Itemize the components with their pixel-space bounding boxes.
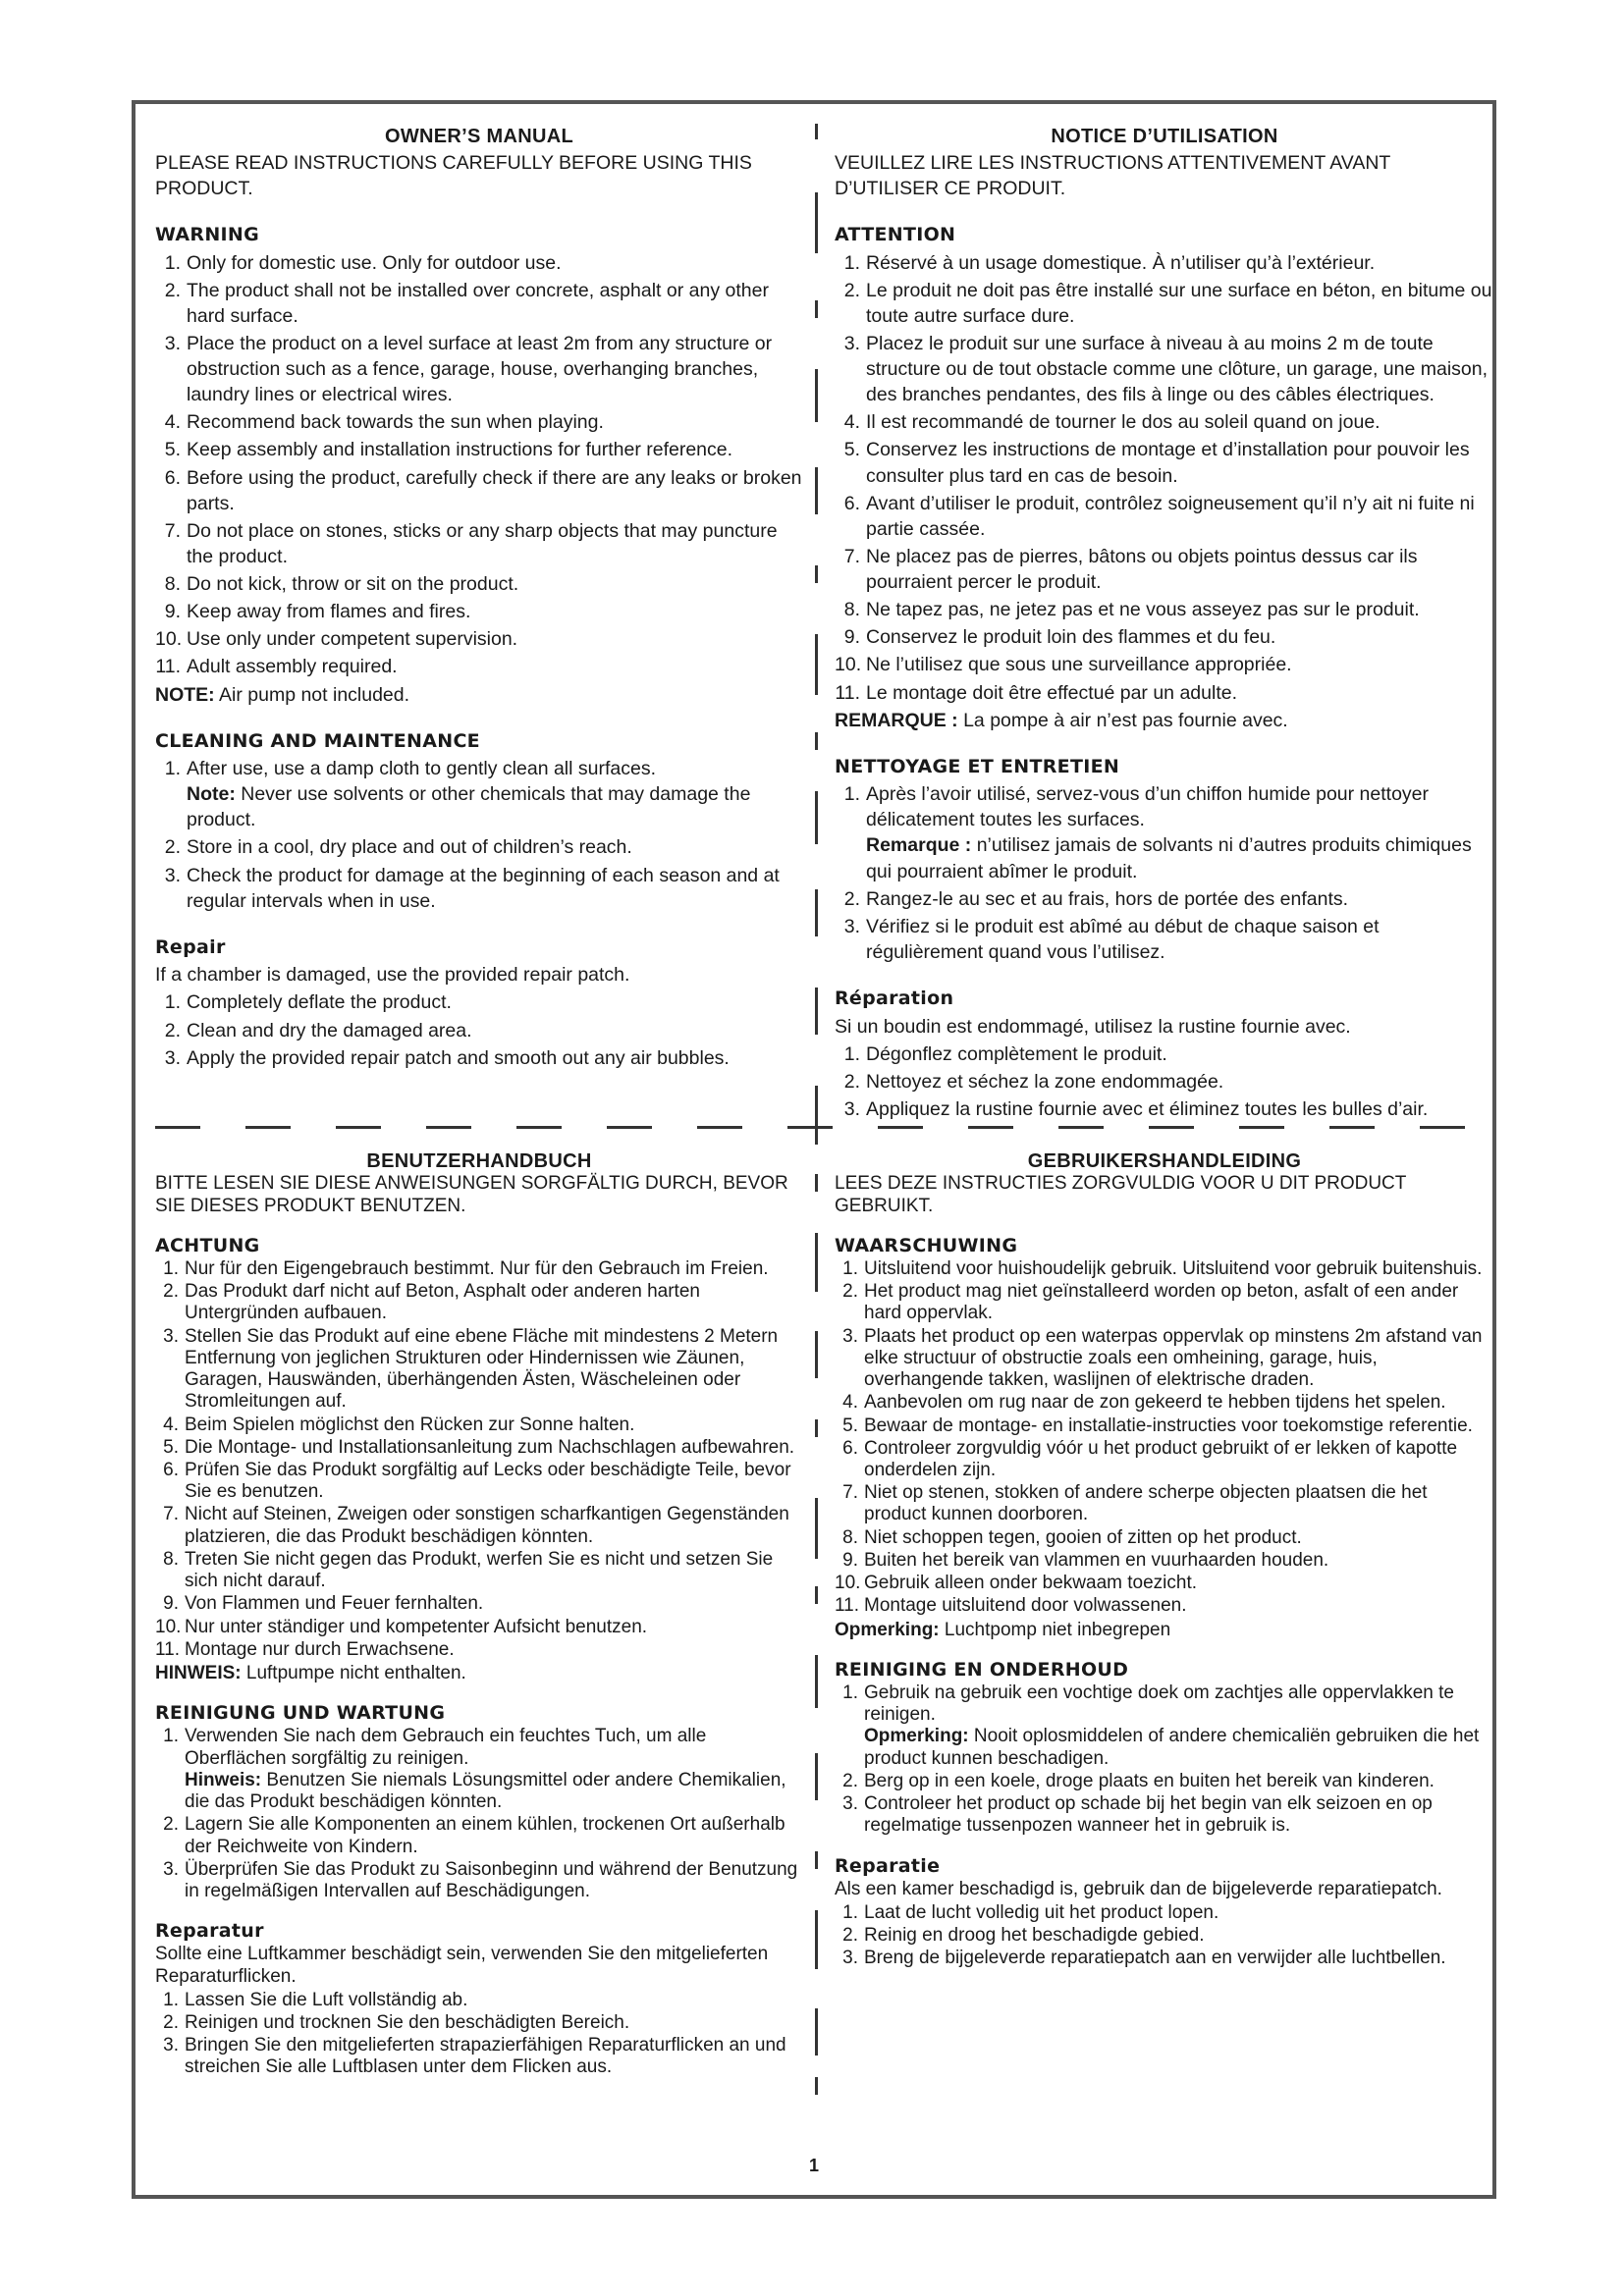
cleaning-item-3: Check the product for damage at the beginning of each season and at regular intervals when in use.: [187, 864, 780, 912]
item-number: 8.: [842, 1526, 858, 1548]
list-item: 2. Rangez-le au sec et au frais, hors de portée des enfants.: [835, 886, 1494, 912]
warning-item: Réservé à un usage domestique. À n’utiliser qu’à l’extérieur.: [866, 251, 1376, 274]
list-item: [835, 278, 1494, 329]
list-item: [835, 1096, 1494, 1122]
item-number: 7.: [842, 1482, 858, 1504]
divider-dash: [815, 732, 818, 750]
item-number: 4.: [843, 411, 860, 434]
cleaning-note-label: Remarque :: [866, 834, 972, 857]
item-number: 1.: [164, 991, 181, 1014]
warning-item: Uitsluitend voor huishoudelijk gebruik. Uitsluitend voor gebruik buitenshuis.: [864, 1258, 1483, 1280]
item-number: 3.: [842, 1948, 858, 1969]
item-number: 7.: [843, 545, 860, 567]
repair-step: Breng de bijgeleverde reparatiepatch aan en verwijder alle luchtbellen.: [864, 1948, 1446, 1969]
divider-dash: [815, 988, 818, 1035]
warning-item: Montage nur durch Erwachsene.: [185, 1638, 455, 1660]
list-item: [835, 1573, 1494, 1594]
list-item: [835, 1550, 1494, 1572]
warning-list: [155, 1258, 803, 1661]
item-number: 10.: [155, 628, 183, 651]
intro-text: LEES DEZE INSTRUCTIES ZORGVULDIG VOOR U DIT PRODUCT GEBRUIKT.: [835, 1173, 1407, 1216]
divider-dash: [1149, 1126, 1194, 1129]
item-number: 1.: [843, 251, 860, 274]
list-item: [155, 1258, 803, 1280]
warning-item: Montage uitsluitend door volwassenen.: [864, 1595, 1187, 1617]
cleaning-list: [155, 1726, 803, 1902]
item-number: 11.: [155, 656, 181, 678]
item-number: 3.: [164, 332, 181, 354]
item-number: 7.: [163, 1504, 179, 1525]
cleaning-item-2: Rangez-le au sec et au frais, hors de portée des enfants.: [866, 887, 1349, 910]
divider-dash: [815, 1851, 818, 1869]
list-item: [835, 1482, 1494, 1525]
divider-dash: [815, 1910, 818, 1969]
warning-item: Il est recommandé de tourner le dos au soleil quand on joue.: [866, 411, 1380, 434]
warning-item: Das Produkt darf nicht auf Beton, Asphalt oder anderen harten Untergründen aufbauen.: [185, 1281, 700, 1324]
divider-dash: [426, 1126, 471, 1129]
divider-dash: [815, 1331, 818, 1378]
repair-step: Reinig en droog het beschadigde gebied.: [864, 1925, 1205, 1947]
divider-dash: [815, 1498, 818, 1559]
list-item: 2. Store in a cool, dry place and out of children’s reach.: [155, 834, 803, 860]
divider-dash: [1420, 1126, 1465, 1129]
warning-item: Do not kick, throw or sit on the product.: [187, 573, 519, 595]
warning-item: Nur unter ständiger und kompetenter Aufsicht benutzen.: [185, 1616, 648, 1637]
warning-list: [835, 1258, 1494, 1618]
cleaning-note-label: Note:: [187, 783, 236, 806]
divider-dash: [968, 1126, 1013, 1129]
item-number: 1.: [163, 1258, 179, 1280]
divider-dash: [815, 192, 818, 253]
repair-step: Appliquez la rustine fournie avec et éliminez toutes les bulles d’air.: [866, 1097, 1429, 1120]
cleaning-item-1: After use, use a damp cloth to gently clean all surfaces.: [187, 758, 657, 780]
list-item: 2. Berg op in een koele, droge plaats en buiten het bereik van kinderen.: [835, 1771, 1494, 1792]
cleaning-note-label: Hinweis:: [185, 1769, 262, 1790]
cleaning-list: [835, 1682, 1494, 1838]
item-number: 6.: [163, 1460, 179, 1481]
warning-item: Aanbevolen om rug naar de zon gekeerd te hebben tijdens het spelen.: [864, 1392, 1446, 1414]
warning-item: Conservez le produit loin des flammes et du feu.: [866, 626, 1276, 649]
note-label: REMARQUE :: [835, 709, 958, 731]
page-frame: [132, 100, 1496, 2199]
item-number: 11.: [835, 1595, 860, 1617]
list-item: [155, 518, 803, 569]
warning-item: Von Flammen und Feuer fernhalten.: [185, 1593, 484, 1615]
item-number: 8.: [164, 573, 181, 595]
warning-item: Niet schoppen tegen, gooien of zitten op het product.: [864, 1526, 1302, 1548]
divider-dash: [815, 1086, 818, 1145]
repair-step: Reinigen und trocknen Sie den beschädigten Bereich.: [185, 2012, 630, 2034]
item-number: 2.: [843, 279, 860, 301]
divider-dash: [815, 1174, 818, 1192]
warning-item: Le produit ne doit pas être installé sur une surface en béton, en bitume ou toute autre surface dure.: [866, 279, 1492, 327]
list-item: 3. Controleer het product op schade bij het begin van elk seizoen en op regelmatige tussenpozen wanneer het in gebruik is.: [835, 1793, 1494, 1837]
cleaning-list: [155, 756, 803, 914]
item-number: 11.: [835, 681, 860, 704]
warning-item: Avant d’utiliser le produit, contrôlez soigneusement qu’il n’y ait ni fuite ni partie cassée.: [866, 492, 1475, 540]
list-item: [835, 491, 1494, 542]
section-dutch: [835, 1150, 1494, 2230]
item-number: 2.: [163, 2012, 179, 2034]
cleaning-heading: REINIGUNG UND WARTUNG: [155, 1702, 446, 1725]
list-item: [155, 278, 803, 329]
divider-dash: [815, 1586, 818, 1604]
list-item: [835, 597, 1494, 622]
list-item: 3. Vérifiez si le produit est abîmé au début de chaque saison et régulièrement quand vous l’utilisez.: [835, 914, 1494, 965]
list-item: [835, 250, 1494, 276]
note-text: Luchtpomp niet inbegrepen: [939, 1619, 1171, 1640]
section-english: [155, 124, 803, 1105]
warning-item: Niet op stenen, stokken of andere scherpe objecten plaatsen die het product kunnen doorboren.: [864, 1482, 1428, 1525]
divider-dash: [787, 1126, 833, 1129]
section-french: [835, 124, 1494, 1120]
divider-dash: [878, 1126, 923, 1129]
warning-item: Die Montage- und Installationsanleitung zum Nachschlagen aufbewahren.: [185, 1436, 795, 1458]
air-pump-note: [155, 1663, 803, 1684]
divider-dash: [815, 300, 818, 318]
item-number: 1.: [843, 1042, 860, 1065]
repair-step: Apply the provided repair patch and smooth out any air bubbles.: [187, 1046, 730, 1069]
warning-item: Only for domestic use. Only for outdoor use.: [187, 251, 562, 274]
list-item: [155, 1549, 803, 1592]
list-item: [835, 331, 1494, 407]
warning-item: Gebruik alleen onder bekwaam toezicht.: [864, 1573, 1198, 1594]
warning-item: Before using the product, carefully check if there are any leaks or broken parts.: [187, 466, 802, 514]
item-number: 5.: [843, 439, 860, 461]
warning-list: [155, 250, 803, 680]
list-item: [155, 989, 803, 1015]
note-label: Opmerking:: [835, 1619, 940, 1640]
list-item: [155, 2012, 803, 2034]
repair-heading: Repair: [155, 935, 226, 958]
list-item: [155, 1326, 803, 1414]
warning-item: Stellen Sie das Produkt auf eine ebene Fläche mit mindestens 2 Metern Entfernung von jeglichen Strukturen oder Hindernissen wie Zäunen, Garagen, Hauswänden, überhängenden Ästen, Wäscheleinen oder Stromleitungen auf.: [185, 1325, 779, 1413]
cleaning-item-3: Vérifiez si le produit est abîmé au début de chaque saison et régulièrement quand vous l’utilisez.: [866, 915, 1380, 963]
divider-dash: [815, 634, 818, 695]
list-item: [835, 1925, 1494, 1947]
item-number: 2.: [163, 1281, 179, 1303]
item-number: 1.: [164, 251, 181, 274]
divider-dash: [815, 565, 818, 583]
divider-dash: [815, 1655, 818, 1708]
cleaning-item-2: Berg op in een koele, droge plaats en buiten het bereik van kinderen.: [864, 1770, 1435, 1791]
divider-dash: [815, 2077, 818, 2095]
divider-dash: [815, 1753, 818, 1800]
item-number: 9.: [163, 1593, 179, 1615]
item-number: 3.: [843, 1097, 860, 1120]
list-item: [835, 1527, 1494, 1549]
intro-text: BITTE LESEN SIE DIESE ANWEISUNGEN SORGFÄLTIG DURCH, BEVOR SIE DIESES PRODUKT BENUTZEN.: [155, 1173, 788, 1216]
cleaning-item-3: Controleer het product op schade bij het begin van elk seizoen en op regelmatige tussenpozen wanneer het in gebruik is.: [864, 1793, 1433, 1837]
list-item: [835, 1258, 1494, 1280]
list-item: [835, 680, 1494, 706]
item-number: 10.: [155, 1616, 182, 1637]
item-number: 9.: [164, 601, 181, 623]
repair-step: Clean and dry the damaged area.: [187, 1019, 472, 1041]
list-item: [155, 1593, 803, 1615]
cleaning-item-2: Lagern Sie alle Komponenten an einem kühlen, trockenen Ort außerhalb der Reichweite von Kindern.: [185, 1814, 785, 1857]
list-item: [155, 250, 803, 276]
repair-step: Bringen Sie den mitgelieferten strapazierfähigen Reparaturflicken an und streichen Sie alle Luftblasen unter dem Flicken aus.: [185, 2035, 786, 2078]
cleaning-item-3: Überprüfen Sie das Produkt zu Saisonbeginn und während der Benutzung in regelmäßigen Intervallen auf Beschädigungen.: [185, 1858, 798, 1901]
list-item: [835, 652, 1494, 677]
list-item: [835, 1902, 1494, 1924]
note-text: Air pump not included.: [214, 683, 410, 706]
warning-heading: ACHTUNG: [155, 1234, 260, 1256]
repair-step: Dégonflez complètement le produit.: [866, 1042, 1167, 1065]
item-number: 1.: [163, 1989, 179, 2010]
item-number: 2.: [164, 1019, 181, 1041]
divider-dash: [815, 1233, 818, 1292]
item-number: 9.: [843, 626, 860, 649]
cleaning-heading: REINIGING EN ONDERHOUD: [835, 1658, 1129, 1681]
divider-dash: [815, 124, 818, 139]
warning-item: Recommend back towards the sun when playing.: [187, 411, 604, 434]
cleaning-item-2: Store in a cool, dry place and out of children’s reach.: [187, 836, 632, 859]
repair-list: [835, 1041, 1494, 1122]
item-number: 2.: [842, 1281, 858, 1303]
list-item: [155, 1504, 803, 1547]
repair-intro: Si un boudin est endommagé, utilisez la rustine fournie avec.: [835, 1015, 1351, 1038]
list-item: [155, 409, 803, 435]
list-item: [155, 331, 803, 407]
warning-item: Place the product on a level surface at least 2m from any structure or obstruction such as a fence, garage, house, overhanging branches, laundry lines or electrical wires.: [187, 332, 773, 406]
divider-dash: [1058, 1126, 1104, 1129]
divider-dash: [815, 1419, 818, 1437]
list-item: [835, 1326, 1494, 1392]
cleaning-heading: NETTOYAGE ET ENTRETIEN: [835, 755, 1120, 777]
item-number: 8.: [163, 1548, 179, 1570]
section-title: NOTICE D’UTILISATION: [1051, 126, 1278, 147]
item-number: 3.: [843, 332, 860, 354]
list-item: 1. Après l’avoir utilisé, servez-vous d’un chiffon humide pour nettoyer délicatement toutes les surfaces. Remarque : n’utilisez jamais de solvants ni d’autres produits chimiques qui pourraient abîmer le produit.: [843, 783, 1472, 882]
list-item: 1. Gebruik na gebruik een vochtige doek om zachtjes alle oppervlakken te reinigen. Opmerking: Nooit oplosmiddelen of andere chemicaliën gebruiken die het product kunnen beschadigen.: [842, 1682, 1480, 1769]
cleaning-note-text: Never use solvents or other chemicals that may damage the product.: [187, 783, 751, 831]
item-number: 2.: [843, 1070, 860, 1093]
warning-list: [835, 250, 1494, 706]
air-pump-note: [835, 708, 1494, 733]
repair-list: [835, 1902, 1494, 1970]
item-number: 11.: [155, 1638, 181, 1660]
warning-item: The product shall not be installed over concrete, asphalt or any other hard surface.: [187, 279, 769, 327]
list-item: [835, 409, 1494, 435]
list-item: [835, 544, 1494, 595]
item-number: 3.: [163, 1325, 179, 1347]
warning-item: Prüfen Sie das Produkt sorgfältig auf Lecks oder beschädigte Teile, bevor Sie es benutzen.: [185, 1460, 791, 1503]
item-number: 6.: [164, 466, 181, 489]
item-number: 7.: [164, 519, 181, 542]
item-number: 4.: [164, 411, 181, 434]
divider-dash: [815, 889, 818, 936]
divider-dash: [697, 1126, 742, 1129]
air-pump-note: [835, 1620, 1494, 1641]
repair-heading: Reparatie: [835, 1854, 941, 1877]
divider-dash: [815, 467, 818, 514]
item-number: 1.: [842, 1901, 858, 1923]
cleaning-heading: CLEANING AND MAINTENANCE: [155, 729, 480, 752]
warning-item: Nur für den Eigengebrauch bestimmt. Nur für den Gebrauch im Freien.: [185, 1258, 769, 1280]
section-title: GEBRUIKERSHANDLEIDING: [1027, 1150, 1302, 1172]
warning-item: Do not place on stones, sticks or any sharp objects that may puncture the product.: [187, 519, 778, 567]
warning-heading: ATTENTION: [835, 224, 956, 246]
cleaning-note-text: n’utilisez jamais de solvants ni d’autres produits chimiques qui pourraient abîmer le produit.: [866, 834, 1472, 882]
warning-item: Le montage doit être effectué par un adulte.: [866, 681, 1237, 704]
warning-item: Beim Spielen möglichst den Rücken zur Sonne halten.: [185, 1414, 635, 1435]
divider-dash: [1239, 1126, 1284, 1129]
list-item: [155, 1639, 803, 1661]
cleaning-note-text: Benutzen Sie niemals Lösungsmittel oder andere Chemikalien, die das Produkt beschädigen könnten.: [185, 1769, 786, 1813]
list-item: [835, 624, 1494, 650]
warning-item: Placez le produit sur une surface à niveau à au moins 2 m de toute structure ou de tout obstacle comme une clôture, un garage, une maison, des branches pendantes, des fils à linge ou des câbles électriques.: [866, 332, 1489, 406]
intro-text: PLEASE READ INSTRUCTIONS CAREFULLY BEFORE USING THIS PRODUCT.: [155, 151, 752, 199]
item-number: 4.: [842, 1392, 858, 1414]
list-item: [155, 1045, 803, 1071]
intro-text: VEUILLEZ LIRE LES INSTRUCTIONS ATTENTIVEMENT AVANT D’UTILISER CE PRODUIT.: [835, 151, 1390, 199]
list-item: [835, 1948, 1494, 1969]
list-item: [155, 465, 803, 516]
list-item: 3. Überprüfen Sie das Produkt zu Saisonbeginn und während der Benutzung in regelmäßigen Intervallen auf Beschädigungen.: [155, 1859, 803, 1902]
item-number: 6.: [843, 492, 860, 514]
list-item: [835, 1392, 1494, 1414]
list-item: [155, 654, 803, 679]
divider-dash: [815, 369, 818, 422]
warning-item: Conservez les instructions de montage et d’installation pour pouvoir les consulter plus tard en cas de besoin.: [866, 439, 1470, 487]
item-number: 8.: [843, 599, 860, 621]
air-pump-note: [155, 682, 803, 708]
cleaning-note-text: Nooit oplosmiddelen of andere chemicaliën gebruiken die het product kunnen beschadigen.: [864, 1726, 1480, 1769]
page-number: 1: [808, 2156, 819, 2175]
cleaning-item-1: Verwenden Sie nach dem Gebrauch ein feuchtes Tuch, um alle Oberflächen sorgfältig zu reinigen.: [185, 1726, 707, 1769]
item-number: 3.: [163, 2035, 179, 2056]
warning-item: Adult assembly required.: [187, 656, 398, 678]
note-text: La pompe à air n’est pas fournie avec.: [957, 709, 1288, 731]
divider-dash: [516, 1126, 562, 1129]
list-item: 1. After use, use a damp cloth to gently clean all surfaces. Note: Never use solvents or other chemicals that may damage the product.: [164, 758, 751, 831]
section-title: OWNER’S MANUAL: [385, 126, 573, 147]
list-item: [835, 1069, 1494, 1095]
list-item: [155, 437, 803, 462]
item-number: 10.: [835, 654, 862, 676]
note-text: Luftpumpe nicht enthalten.: [241, 1662, 466, 1683]
repair-step: Lassen Sie die Luft vollständig ab.: [185, 1989, 468, 2010]
list-item: [155, 571, 803, 597]
item-number: 5.: [842, 1415, 858, 1436]
list-item: [835, 1281, 1494, 1324]
list-item: 3. Check the product for damage at the beginning of each season and at regular intervals when in use.: [155, 863, 803, 914]
item-number: 2.: [842, 1925, 858, 1947]
list-item: [155, 1617, 803, 1638]
item-number: 3.: [842, 1325, 858, 1347]
list-item: [835, 437, 1494, 488]
repair-step: Nettoyez et séchez la zone endommagée.: [866, 1070, 1224, 1093]
item-number: 9.: [842, 1549, 858, 1571]
warning-item: Ne l’utilisez que sous une surveillance appropriée.: [866, 654, 1292, 676]
repair-intro: Als een kamer beschadigd is, gebruik dan de bijgeleverde reparatiepatch.: [835, 1878, 1442, 1899]
list-item: [155, 1018, 803, 1043]
section-german: [155, 1150, 803, 2230]
warning-item: Bewaar de montage- en installatie-instructies voor toekomstige referentie.: [864, 1415, 1473, 1436]
list-item: 1. Verwenden Sie nach dem Gebrauch ein feuchtes Tuch, um alle Oberflächen sorgfältig zu reinigen. Hinweis: Benutzen Sie niemals Lösungsmittel oder andere Chemikalien, die das Produkt beschädigen könnten.: [163, 1726, 786, 1813]
divider-dash: [815, 791, 818, 844]
warning-item: Use only under competent supervision.: [187, 628, 518, 651]
warning-item: Ne placez pas de pierres, bâtons ou objets pointus dessus car ils pourraient percer le produit.: [866, 545, 1418, 593]
list-item: [155, 1460, 803, 1503]
repair-step: Completely deflate the product.: [187, 991, 452, 1014]
item-number: 10.: [835, 1573, 861, 1594]
warning-heading: WARNING: [155, 224, 260, 246]
warning-item: Plaats het product op een waterpas oppervlak op minstens 2m afstand van elke structuur of obstructie zoals een omheining, garage, huis, overhangende takken, waslijnen of elektrische draden.: [864, 1325, 1483, 1391]
list-item: [155, 1990, 803, 2011]
repair-heading: Reparatur: [155, 1920, 264, 1943]
item-number: 5.: [163, 1436, 179, 1458]
note-label: NOTE:: [155, 683, 215, 706]
list-item: [155, 599, 803, 624]
divider-dash: [815, 2008, 818, 2056]
warning-item: Controleer zorgvuldig vóór u het product gebruikt of er lekken of kapotte onderdelen zijn.: [864, 1437, 1458, 1481]
repair-heading: Réparation: [835, 988, 954, 1010]
warning-item: Ne tapez pas, ne jetez pas et ne vous asseyez pas sur le produit.: [866, 599, 1420, 621]
cleaning-note-label: Opmerking:: [864, 1726, 969, 1747]
repair-list: [155, 1990, 803, 2079]
divider-dash: [607, 1126, 652, 1129]
list-item: [155, 1437, 803, 1459]
item-number: 6.: [842, 1437, 858, 1459]
warning-item: Het product mag niet geïnstalleerd worden op beton, asfalt of een ander hard oppervlak.: [864, 1281, 1459, 1324]
repair-intro: If a chamber is damaged, use the provided repair patch.: [155, 964, 630, 987]
warning-item: Buiten het bereik van vlammen en vuurhaarden houden.: [864, 1549, 1329, 1571]
item-number: 4.: [163, 1414, 179, 1435]
item-number: 1.: [842, 1258, 858, 1280]
cleaning-item-1: Gebruik na gebruik een vochtige doek om zachtjes alle oppervlakken te reinigen.: [864, 1682, 1454, 1726]
item-number: 5.: [164, 439, 181, 461]
list-item: [835, 1041, 1494, 1067]
list-item: [835, 1415, 1494, 1437]
list-item: [155, 626, 803, 652]
cleaning-item-1: Après l’avoir utilisé, servez-vous d’un chiffon humide pour nettoyer délicatement toutes les surfaces.: [866, 783, 1430, 831]
list-item: [155, 1281, 803, 1324]
warning-item: Keep away from flames and fires.: [187, 601, 471, 623]
warning-item: Treten Sie nicht gegen das Produkt, werfen Sie es nicht und setzen Sie sich nicht darauf.: [185, 1548, 774, 1592]
warning-item: Nicht auf Steinen, Zweigen oder sonstigen scharfkantigen Gegenständen platzieren, die das Produkt beschädigen könnten.: [185, 1504, 789, 1547]
list-item: [155, 2035, 803, 2078]
list-item: [835, 1438, 1494, 1481]
warning-heading: WAARSCHUWING: [835, 1234, 1018, 1256]
item-number: 3.: [164, 1046, 181, 1069]
repair-list: [155, 989, 803, 1070]
list-item: 2. Lagern Sie alle Komponenten an einem kühlen, trockenen Ort außerhalb der Reichweite von Kindern.: [155, 1814, 803, 1857]
repair-intro: Sollte eine Luftkammer beschädigt sein, verwenden Sie den mitgelieferten Reparaturflicken.: [155, 1944, 769, 1987]
divider-dash: [336, 1126, 381, 1129]
list-item: [835, 1595, 1494, 1617]
divider-dash: [1329, 1126, 1375, 1129]
list-item: [155, 1415, 803, 1436]
note-label: HINWEIS:: [155, 1662, 242, 1683]
section-title: BENUTZERHANDBUCH: [366, 1150, 592, 1172]
divider-dash: [245, 1126, 291, 1129]
item-number: 2.: [164, 279, 181, 301]
repair-step: Laat de lucht volledig uit het product lopen.: [864, 1901, 1219, 1923]
cleaning-list: [835, 781, 1494, 965]
warning-item: Keep assembly and installation instructions for further reference.: [187, 439, 733, 461]
divider-dash: [155, 1126, 200, 1129]
